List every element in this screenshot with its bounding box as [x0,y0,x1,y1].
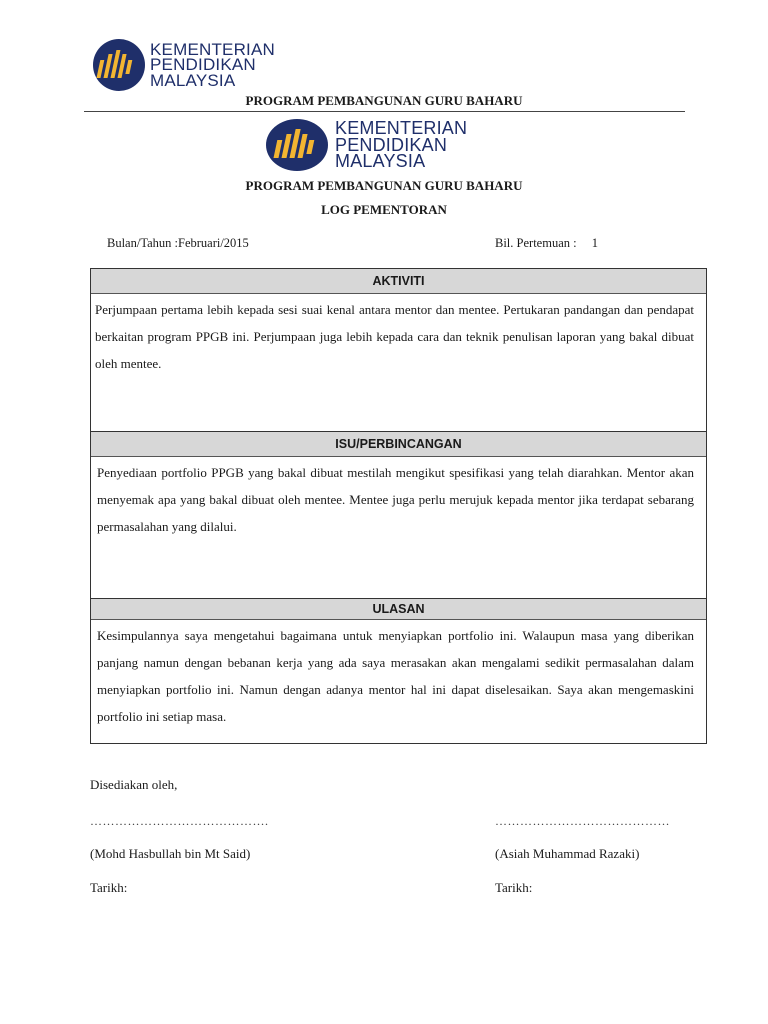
mentor-name: (Asiah Muhammad Razaki) [495,846,640,861]
meeting-number: 1 [591,236,598,250]
header-divider [84,111,685,112]
prepared-by-label: Disediakan oleh, [90,777,178,792]
section-isu-perbincangan [90,431,707,601]
section-text: Perjumpaan pertama lebih kepada sesi suai kenal antara mentor dan mentee. Pertukaran pandangan dan pendapat berkaitan program PPGB ini. Perjumpaan juga lebih kepada cara dan teknik penulisan laporan yang bakal dibuat oleh mentee. [95,302,694,371]
program-title-secondary: PROGRAM PEMBANGUNAN GURU BAHARU [245,178,523,193]
section-text: Kesimpulannya saya mengetahui bagaimana untuk menyiapkan portfolio ini. Walaupun masa yang diberikan panjang namun dengan bebanan kerja yang ada saya merasakan akan mengalami sedikit permasalahan dalam menyiapkan portfolio ini. Namun dengan adanya mentor hal ini dapat diselesaikan. Saya akan mengemaskini portfolio ini setiap masa. [97,628,694,724]
signature-line-right: …………………………………… [495,814,670,828]
ministry-logo-center [265,118,467,172]
mentee-name: (Mohd Hasbullah bin Mt Said) [90,846,251,861]
meeting-label: Bil. Pertemuan : [495,236,577,250]
section-heading: ULASAN [91,599,706,620]
ministry-logo-top [92,38,275,92]
section-heading: AKTIVITI [91,269,706,294]
month-year: Bulan/Tahun :Februari/2015 [107,236,249,250]
ministry-emblem-icon [92,38,146,92]
section-aktiviti [90,268,707,432]
date-label-left: Tarikh: [90,880,128,895]
date-label-right: Tarikh: [495,880,533,895]
section-ulasan [90,598,707,744]
ministry-logo-text: KEMENTERIAN PENDIDIKAN MALAYSIA [150,39,275,90]
log-title: LOG PEMENTORAN [321,202,447,217]
meeting-count [495,236,598,251]
section-heading: ISU/PERBINCANGAN [91,432,706,457]
ministry-logo-text: KEMENTERIAN PENDIDIKAN MALAYSIA [335,118,468,172]
signature-line-left: ……………………………………. [90,814,269,828]
section-text: Penyediaan portfolio PPGB yang bakal dibuat mestilah mengikut spesifikasi yang telah diarahkan. Mentor akan menyemak apa yang bakal dibuat oleh mentee. Mentee juga perlu merujuk kepada mentor jika terdapat sebarang permasalahan yang dilalui. [97,465,694,534]
ministry-emblem-icon [265,118,329,172]
program-title: PROGRAM PEMBANGUNAN GURU BAHARU [245,93,523,108]
